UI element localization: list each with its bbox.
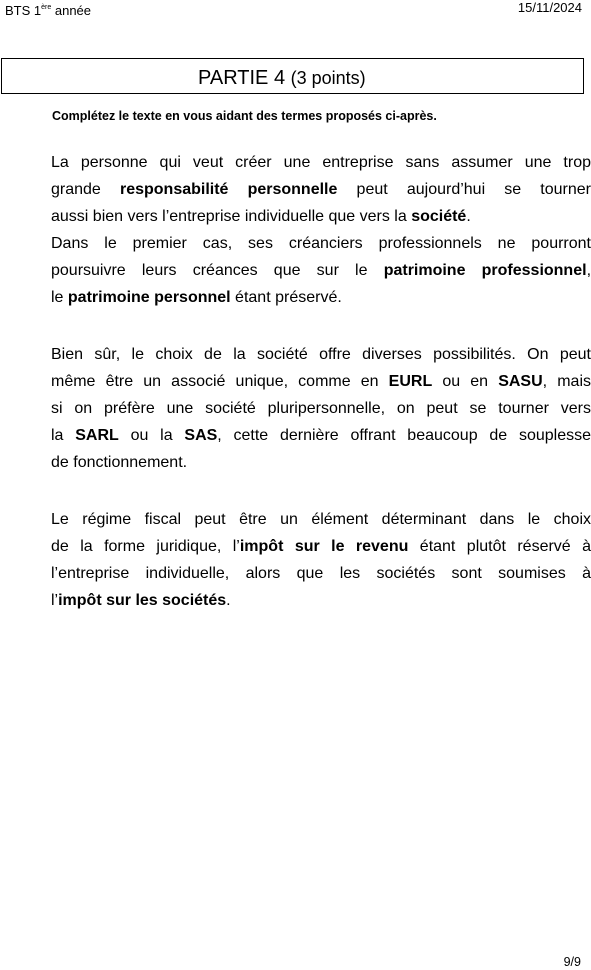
page-number: 9/9 xyxy=(563,955,581,969)
answer-term: SAS xyxy=(184,427,218,444)
instruction-text: Complétez le texte en vous aidant des termes proposés ci-après. xyxy=(52,109,437,123)
text-line: La personne qui veut créer une entreprise sans assumer une trop xyxy=(51,154,591,171)
answer-term: patrimoine professionnel xyxy=(383,262,587,279)
answer-term: impôt sur les sociétés xyxy=(58,592,227,609)
text-line: Bien sûr, le choix de la société offre diverses possibilités. On peut xyxy=(51,346,591,363)
section-label: PARTIE 4 xyxy=(198,67,286,89)
answer-term: SARL xyxy=(75,427,119,444)
section-title xyxy=(198,66,366,90)
paragraph-3 xyxy=(51,506,591,614)
course-level: BTS 1ère année xyxy=(5,3,92,18)
text-line: Le régime fiscal peut être un élément déterminant dans le choix xyxy=(51,511,591,528)
text-line: Dans le premier cas, ses créanciers professionnels ne pourront xyxy=(51,235,591,252)
text-line: de la forme juridique, l’impôt sur le revenu étant plutôt réservé à xyxy=(51,538,591,555)
paragraph-2 xyxy=(51,341,591,476)
text-line: grande responsabilité personnelle peut aujourd’hui se tourner xyxy=(51,181,591,198)
text-line: même être un associé unique, comme en EURL ou en SASU, mais xyxy=(51,373,591,390)
answer-term: patrimoine personnel xyxy=(67,289,231,306)
text-line: la SARL ou la SAS, cette dernière offrant beaucoup de souplesse xyxy=(51,427,591,444)
section-title-box xyxy=(1,58,584,94)
document-date: 15/11/2024 xyxy=(517,0,582,15)
text-line: l’impôt sur les sociétés. xyxy=(51,592,231,609)
answer-term: EURL xyxy=(388,373,433,390)
text-line: le patrimoine personnel étant préservé. xyxy=(51,289,342,306)
section-points: (3 points) xyxy=(290,68,366,88)
answer-term: impôt sur le revenu xyxy=(239,538,409,555)
answer-term: responsabilité personnelle xyxy=(119,181,338,198)
text-line: poursuivre leurs créances que sur le patrimoine professionnel, xyxy=(51,262,591,279)
text-line: aussi bien vers l’entreprise individuelle que vers la société. xyxy=(51,208,471,225)
text-line: l’entreprise individuelle, alors que les sociétés sont soumises à xyxy=(51,565,591,582)
text-line: si on préfère une société pluripersonnelle, on peut se tourner vers xyxy=(51,400,591,417)
text-line: de fonctionnement. xyxy=(51,454,188,471)
paragraph-1 xyxy=(51,149,591,311)
answer-term: société xyxy=(411,208,467,225)
answer-term: SASU xyxy=(498,373,543,390)
